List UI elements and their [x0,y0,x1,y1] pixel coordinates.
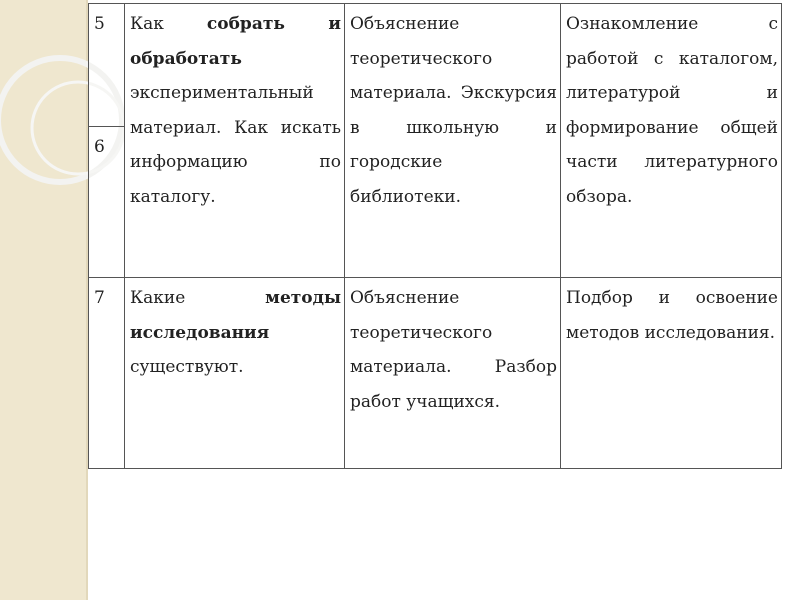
table-row [89,278,782,469]
row-number: 5 [89,4,125,127]
lesson-plan-table [88,3,782,469]
topic-text: Какие [130,288,266,308]
topic-emphasis: методы исследования [130,288,341,343]
activity-cell: Подбор и освоение методов исследования. [561,278,782,469]
method-cell: Объяснение теоретического материала. Разбор работ учащихся. [345,278,561,469]
topic-emphasis: собрать и обработать [130,14,342,69]
topic-cell [125,4,345,278]
left-decorative-band [0,0,88,600]
table-row [89,4,782,127]
method-cell: Объяснение теоретического материала. Экскурсия в школьную и городские библиотеки. [345,4,561,278]
row-number: 7 [89,278,125,469]
activity-cell: Ознакомление с работой с каталогом, литературой и формирование общей части литературного обзора. [561,4,782,278]
row-number: 6 [89,127,125,278]
topic-text: существуют. [130,357,244,377]
topic-cell [125,278,345,469]
topic-text: Как [130,14,207,34]
topic-text: экспериментальный материал. Как искать информацию по каталогу. [130,83,341,207]
